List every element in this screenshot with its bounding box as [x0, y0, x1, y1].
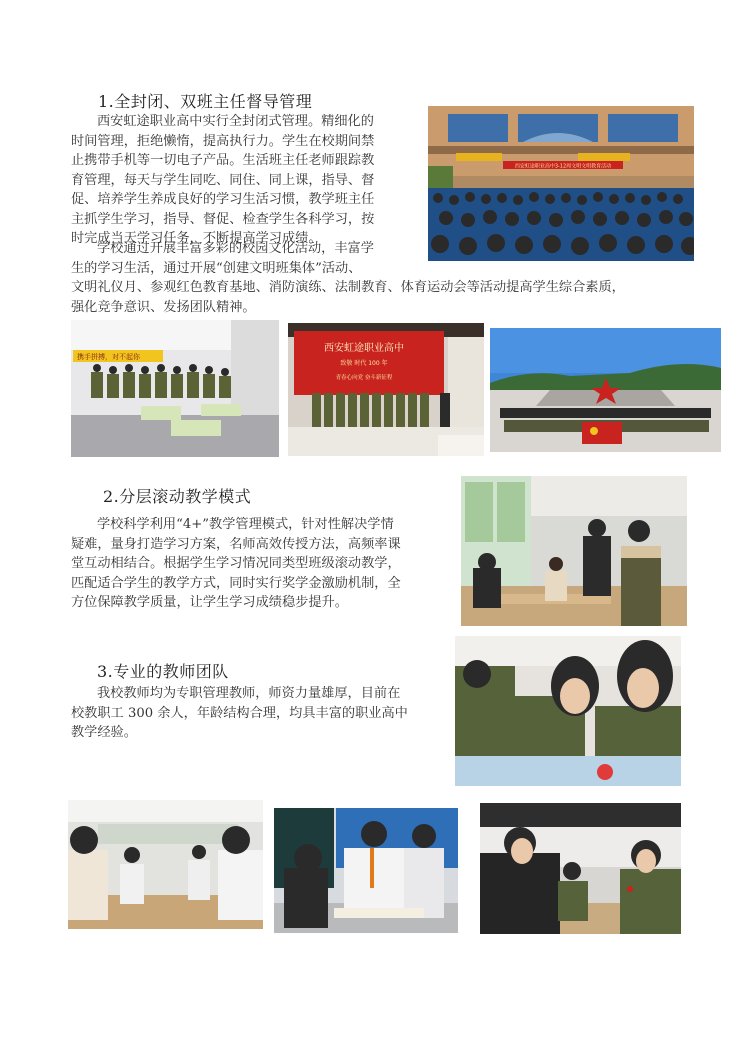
text-line: 校教职工 300 余人，年龄结构合理，均具丰富的职业高中	[71, 705, 408, 721]
stage-title: 西安虹途职业高中	[324, 343, 404, 354]
text-line: 堂互动相结合。根据学生学习情况同类型班级滚动教学，	[71, 556, 401, 571]
text-line: 育管理，每天与学生同吃、同住、同上课，指导、督	[71, 172, 375, 188]
section3-paragraph	[71, 684, 451, 743]
text-line: 时完成当天学习任务，不断提高学习成绩。	[71, 231, 322, 246]
classroom-students-photo	[71, 320, 279, 457]
students-experiment-photo	[455, 636, 681, 786]
text-line: 止携带手机等一切电子产品。生活班主任老师跟踪教	[71, 153, 375, 168]
stage-subtitle: 致敬 时代 100 年	[340, 360, 388, 367]
text-line: 主抓学生学习，指导、督促、检查学生各科学习，按	[71, 211, 375, 227]
classroom-board-text: 携手拼搏，对不起你	[77, 353, 140, 361]
text-line: 教学经验。	[71, 725, 137, 740]
classroom-teacher-guidance-photo	[461, 476, 687, 626]
section2-paragraph	[71, 515, 449, 613]
text-line: 强化竞争意识、发扬团队精神。	[71, 299, 256, 315]
section1-heading: 1.全封闭、双班主任督导管理	[98, 92, 313, 111]
text-line: 疑难，量身打造学习方案，名师高效传授方法，高频率课	[71, 536, 401, 552]
section1-paragraph1	[71, 112, 423, 249]
teacher-student-canteen-photo	[480, 803, 681, 934]
section2-heading: 2.分层滚动教学模式	[103, 487, 252, 506]
text-line: 学校科学利用“4+”教学管理模式，针对性解决学情	[97, 517, 394, 532]
school-assembly-photo	[428, 106, 694, 261]
red-monument-group-photo	[490, 328, 721, 452]
students-desks-photo	[68, 800, 263, 929]
stage-slogan: 青春心向党 奋斗新征程	[335, 375, 393, 381]
text-line: 学校通过开展丰富多彩的校园文化活动，丰富学	[97, 241, 374, 256]
teacher-with-students-photo	[274, 808, 458, 933]
text-line: 生的学习生活，通过开展“创建文明班集体”活动、	[71, 260, 362, 276]
text-line: 促、培养学生养成良好的学习生活习惯，教学班主任	[71, 192, 375, 207]
section3-heading: 3.专业的教师团队	[97, 662, 229, 681]
banner-text: 西安虹途职业高中3-12周文明文明教育活动	[514, 163, 612, 170]
text-line: 我校教师均为专职管理教师，师资力量雄厚，目前在	[97, 686, 401, 701]
text-line: 方位保障教学质量，让学生学习成绩稳步提升。	[71, 595, 348, 610]
text-line: 西安虹途职业高中实行全封闭式管理。精细化的	[97, 114, 374, 129]
text-line: 文明礼仪月、参观红色教育基地、消防演练、法制教育、体育运动会等活动提高学生综合素质，	[71, 280, 625, 295]
text-line: 时间管理，拒绝懒惰，提高执行力。学生在校期间禁	[71, 133, 375, 149]
text-line: 匹配适合学生的教学方式，同时实行奖学金激励机制，全	[71, 575, 401, 591]
stage-ceremony-photo	[288, 323, 484, 456]
